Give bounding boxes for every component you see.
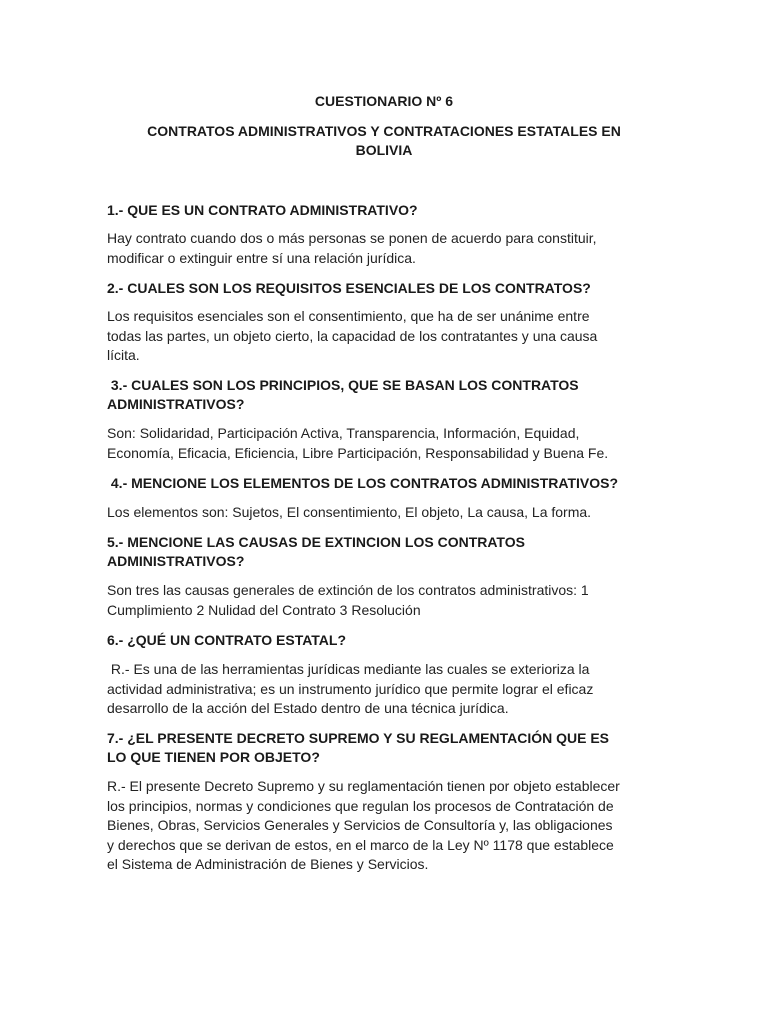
answer-1: Hay contrato cuando dos o más personas se ponen de acuerdo para constituir, modificar o extinguir entre sí una relación jurídica. — [107, 230, 597, 266]
question-4: 4.- MENCIONE LOS ELEMENTOS DE LOS CONTRATOS ADMINISTRATIVOS? — [107, 475, 619, 491]
answer-4: Los elementos son: Sujetos, El consentimiento, El objeto, La causa, La forma. — [107, 504, 592, 520]
question-7: 7.- ¿EL PRESENTE DECRETO SUPREMO Y SU REGLAMENTACIÓN QUE ES LO QUE TIENEN POR OBJETO? — [107, 730, 610, 765]
question-1: 1.- QUE ES UN CONTRATO ADMINISTRATIVO? — [107, 202, 418, 218]
answer-6: R.- Es una de las herramientas jurídicas mediante las cuales se exterioriza la actividad administrativa; es un instrumento jurídico que permite lograr el eficaz desarrollo de la acción del Estado dentro de una técnica jurídica. — [107, 661, 594, 716]
question-3: 3.- CUALES SON LOS PRINCIPIOS, QUE SE BASAN LOS CONTRATOS ADMINISTRATIVOS? — [107, 377, 579, 412]
question-2: 2.- CUALES SON LOS REQUISITOS ESENCIALES DE LOS CONTRATOS? — [107, 280, 591, 296]
question-5: 5.- MENCIONE LAS CAUSAS DE EXTINCION LOS CONTRATOS ADMINISTRATIVOS? — [107, 534, 525, 569]
document-subtitle-line1: CONTRATOS ADMINISTRATIVOS Y CONTRATACIONES ESTATALES EN — [147, 123, 621, 139]
answer-2: Los requisitos esenciales son el consentimiento, que ha de ser unánime entre todas las partes, un objeto cierto, la capacidad de los contratantes y una causa lícita. — [107, 308, 598, 363]
document-subtitle-line2: BOLIVIA — [355, 142, 413, 158]
document-title: CUESTIONARIO Nº 6 — [314, 93, 454, 109]
question-6: 6.- ¿QUÉ UN CONTRATO ESTATAL? — [107, 632, 347, 648]
answer-5: Son tres las causas generales de extinción de los contratos administrativos: 1 Cumplimiento 2 Nulidad del Contrato 3 Resolución — [107, 582, 589, 618]
answer-7: R.- El presente Decreto Supremo y su reglamentación tienen por objeto establecer los principios, normas y condiciones que regulan los procesos de Contratación de Bienes, Obras, Servicios Generales y Servicios de Consultoría y, las obligaciones y derechos que se derivan de estos, en el marco de la Ley Nº 1178 que establece el Sistema de Administración de Bienes y Servicios. — [107, 778, 620, 872]
answer-3: Son: Solidaridad, Participación Activa, Transparencia, Información, Equidad, Economía, Eficacia, Eficiencia, Libre Participación, Responsabilidad y Buena Fe. — [107, 425, 609, 461]
